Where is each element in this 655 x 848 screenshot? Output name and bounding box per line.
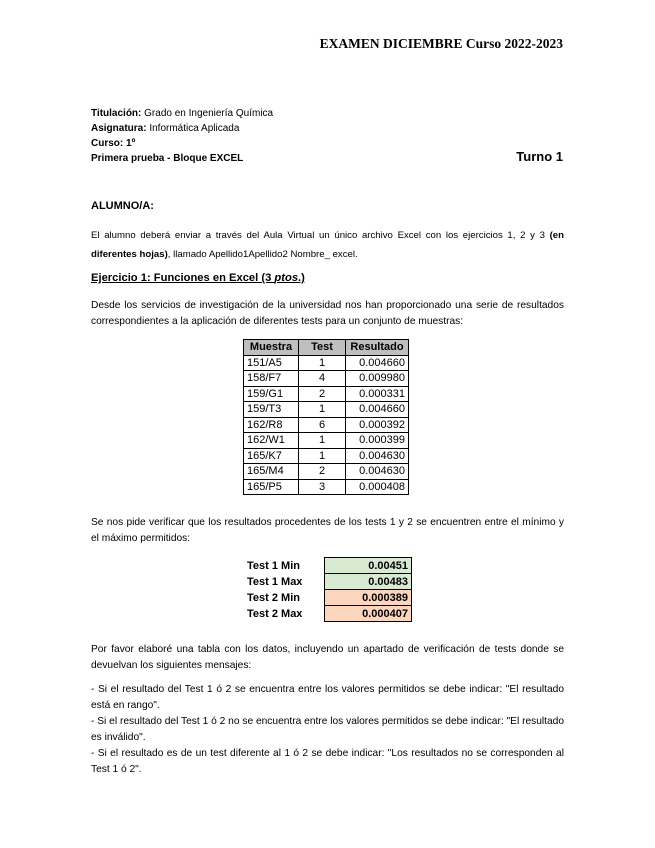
- prueba-line: [91, 151, 564, 166]
- curso-label: Curso:: [91, 138, 124, 149]
- limit-value: 0.00483: [325, 574, 412, 590]
- column-header-muestra: Muestra: [244, 340, 299, 356]
- cell-muestra: 159/G1: [244, 386, 299, 402]
- instructions-part1: El alumno deberá enviar a través del Aula Virtual un único archivo Excel con los ejercicios 1, 2 y 3: [91, 230, 550, 241]
- document-header-title: EXAMEN DICIEMBRE Curso 2022-2023: [319, 36, 563, 51]
- cell-resultado: 0.000331: [346, 386, 409, 402]
- limit-value: 0.000407: [325, 606, 412, 622]
- cell-resultado: 0.000399: [346, 433, 409, 449]
- cell-test: 3: [299, 479, 346, 495]
- list-item: - Si el resultado del Test 1 ó 2 se encuentra entre los valores permitidos se debe indicar: "El resultado está en rango".: [91, 684, 564, 711]
- submission-instructions: [91, 226, 564, 264]
- limit-label: Test 1 Min: [247, 559, 300, 572]
- exercise-title-italic: ptos: [274, 272, 299, 284]
- table-row: [244, 479, 409, 495]
- table-header-row: [244, 340, 409, 356]
- cell-test: 1: [299, 355, 346, 371]
- table-row: [244, 433, 409, 449]
- cell-muestra: 159/T3: [244, 402, 299, 418]
- list-item: - Si el resultado es de un test diferente al 1 ó 2 se debe indicar: "Los resultados no se corresponden al Test 1 ó 2".: [91, 748, 564, 775]
- limit-label: Test 1 Max: [247, 575, 303, 588]
- message-rules-list: [91, 682, 564, 778]
- table-row: [244, 355, 409, 371]
- cell-test: 4: [299, 371, 346, 387]
- limit-row: [244, 558, 412, 574]
- cell-resultado: 0.000392: [346, 417, 409, 433]
- instructions-bold: (en diferentes hojas): [91, 230, 564, 260]
- cell-test: 1: [299, 402, 346, 418]
- cell-muestra: 162/R8: [244, 417, 299, 433]
- exercise-title: [91, 272, 305, 284]
- cell-resultado: 0.004660: [346, 355, 409, 371]
- cell-muestra: 162/W1: [244, 433, 299, 449]
- cell-resultado: 0.004630: [346, 448, 409, 464]
- table-row: [244, 417, 409, 433]
- column-header-test: Test: [299, 340, 346, 356]
- verification-intro: Se nos pide verificar que los resultados procedentes de los tests 1 y 2 se encuentren entre el mínimo y el máximo permitidos:: [91, 517, 564, 544]
- asignatura-line: [91, 121, 564, 136]
- cell-muestra: 165/P5: [244, 479, 299, 495]
- cell-test: 1: [299, 433, 346, 449]
- table-row: [244, 371, 409, 387]
- cell-test: 2: [299, 386, 346, 402]
- cell-muestra: 165/K7: [244, 448, 299, 464]
- exercise-title-prefix: Ejercicio 1: Funciones en Excel (3: [91, 272, 275, 284]
- results-table: [243, 339, 409, 495]
- asignatura-label: Asignatura:: [91, 123, 147, 134]
- titulacion-value: Grado en Ingeniería Química: [141, 108, 274, 119]
- table-row: [244, 448, 409, 464]
- titulacion-label: Titulación:: [91, 108, 142, 119]
- limits-table: [244, 557, 412, 622]
- table-row: [244, 386, 409, 402]
- cell-muestra: 158/F7: [244, 371, 299, 387]
- exercise-title-suffix: .): [298, 272, 305, 284]
- limit-label: Test 2 Max: [247, 607, 303, 620]
- cell-resultado: 0.004660: [346, 402, 409, 418]
- cell-test: 6: [299, 417, 346, 433]
- titulacion-line: [91, 106, 564, 121]
- cell-muestra: 151/A5: [244, 355, 299, 371]
- alumno-heading: ALUMNO/A:: [91, 200, 154, 212]
- cell-resultado: 0.000408: [346, 479, 409, 495]
- table-row: [244, 464, 409, 480]
- turno-label: Turno 1: [516, 149, 563, 164]
- exercise-intro: Desde los servicios de investigación de la universidad nos han proporcionado una serie de resultados correspondientes a la aplicación de diferentes tests para un conjunto de muestras:: [91, 300, 564, 327]
- cell-resultado: 0.004630: [346, 464, 409, 480]
- limit-row: [244, 590, 412, 606]
- limit-row: [244, 606, 412, 622]
- curso-line: [91, 136, 564, 151]
- cell-muestra: 165/M4: [244, 464, 299, 480]
- limit-value: 0.00451: [325, 558, 412, 574]
- prueba-label: Primera prueba - Bloque EXCEL: [91, 153, 244, 164]
- curso-value: 1º: [123, 138, 136, 149]
- limit-row: [244, 574, 412, 590]
- column-header-resultado: Resultado: [346, 340, 409, 356]
- asignatura-value: Informática Aplicada: [146, 123, 240, 134]
- cell-test: 1: [299, 448, 346, 464]
- instructions-part2: , llamado Apellido1Apellido2 Nombre_ excel.: [167, 249, 358, 260]
- cell-test: 2: [299, 464, 346, 480]
- table-row: [244, 402, 409, 418]
- course-metadata: [91, 106, 564, 166]
- cell-resultado: 0.009980: [346, 371, 409, 387]
- list-item: - Si el resultado del Test 1 ó 2 no se encuentra entre los valores permitidos se debe indicar: "El resultado es inválido".: [91, 716, 564, 743]
- task-description: Por favor elaboré una tabla con los datos, incluyendo un apartado de verificación de tests donde se devuelvan los siguientes mensajes:: [91, 644, 564, 671]
- limit-label: Test 2 Min: [247, 591, 300, 604]
- limit-value: 0.000389: [325, 590, 412, 606]
